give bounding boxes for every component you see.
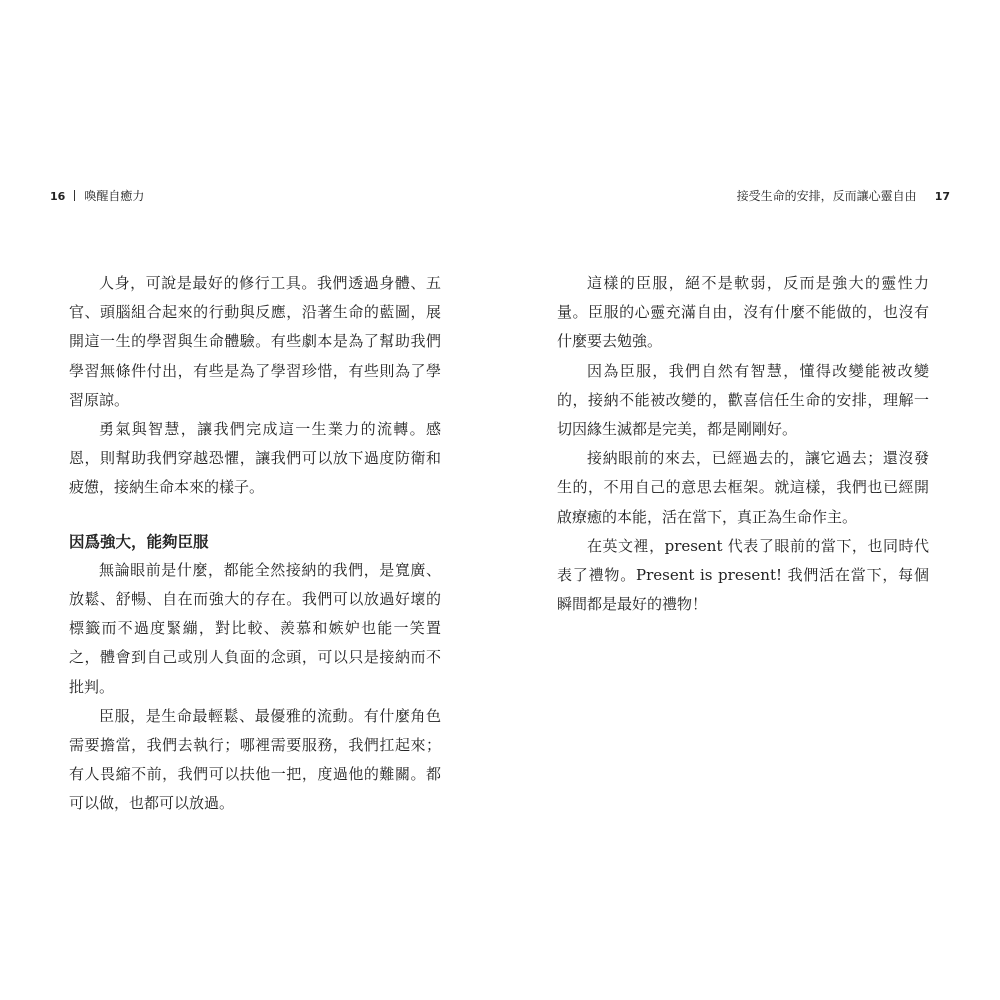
paragraph: 無論眼前是什麼，都能全然接納的我們，是寬廣、放鬆、舒暢、自在而強大的存在。我們可以放過好壞的標籤而不過度緊繃，對比較、羨慕和嫉妒也能一笑置之，體會到自己或別人負面的念頭，可以只是接納而不批判。 [69, 560, 441, 696]
page-number-left: 16 [50, 190, 66, 203]
section-heading: 因爲強大，能夠臣服 [69, 531, 209, 551]
paragraph: 在英文裡，present 代表了眼前的當下，也同時代表了禮物。Present is present! 我們活在當下，每個瞬間都是最好的禮物！ [557, 536, 929, 614]
paragraph: 這樣的臣服，絕不是軟弱，反而是強大的靈性力量。臣服的心靈充滿自由，沒有什麼不能做的，也沒有什麼要去勉強。 [557, 274, 929, 351]
left-page-header [50, 186, 144, 207]
right-page-header [737, 186, 950, 207]
chapter-title: 接受生命的安排，反而讓心靈自由 [736, 189, 917, 203]
header-divider [74, 190, 75, 201]
paragraph: 臣服，是生命最輕鬆、最優雅的流動。有什麼角色需要擔當，我們去執行；哪裡需要服務，我們扛起來；有人畏縮不前，我們可以扶他一把，度過他的難關。都可以做，也都可以放過。 [69, 706, 441, 813]
right-page-body [557, 269, 929, 619]
book-title: 喚醒自癒力 [84, 189, 145, 203]
paragraph: 接納眼前的來去，已經過去的，讓它過去；還沒發生的，不用自己的意思去框架。就這樣，我們也已經開啟療癒的本能，活在當下，真正為生命作主。 [557, 449, 929, 526]
paragraph: 因為臣服，我們自然有智慧，懂得改變能被改變的，接納不能被改變的，歡喜信任生命的安排，理解一切因緣生滅都是完美，都是剛剛好。 [557, 361, 929, 439]
page-number-right: 17 [934, 190, 950, 203]
paragraph: 勇氣與智慧，讓我們完成這一生業力的流轉。感恩，則幫助我們穿越恐懼，讓我們可以放下過度防衛和疲憊，接納生命本來的樣子。 [69, 420, 441, 497]
left-page-body [69, 269, 441, 819]
paragraph: 人身，可說是最好的修行工具。我們透過身體、五官、頭腦組合起來的行動與反應，沿著生命的藍圖，展開這一生的學習與生命體驗。有些劇本是為了幫助我們學習無條件付出，有些是為了學習珍惜，有些則為了學習原諒。 [69, 274, 441, 409]
